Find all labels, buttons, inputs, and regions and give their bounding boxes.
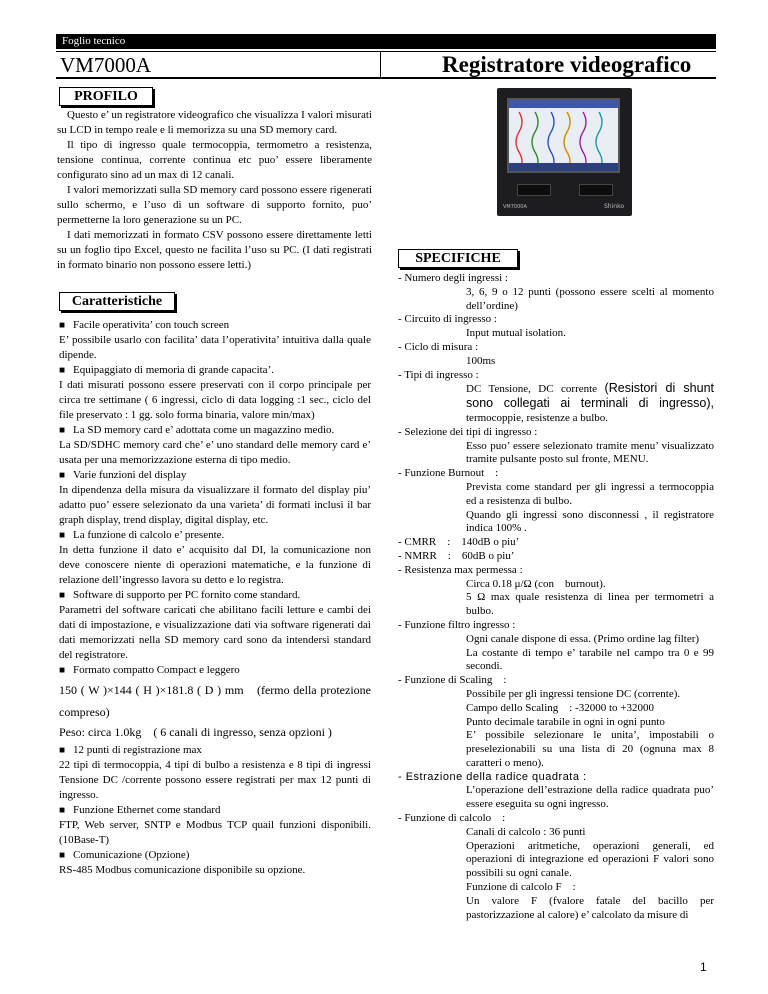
bullet-square-icon: ■ <box>59 590 66 601</box>
spec-value-part: termocoppie, resistenze a bulbo. <box>466 411 609 424</box>
trend-waves-graphic <box>509 100 618 171</box>
spec-value: 3, 6, 9 o 12 punti (possono essere scelti al momento dell’ordine) <box>466 285 714 312</box>
spec-value: Punto decimale tarabile in ogni in ogni punto <box>466 715 665 728</box>
feature-body: In dipendenza della misura da visualizzare il formato del display piu’ adatto puo’ essere selezionato da una varieta’ di formati inclusi il bar graph display, trend display, digital display, etc. <box>59 484 371 526</box>
spec-value-part: (Resistori di shunt sono collegati ai terminali di ingresso), <box>466 381 715 411</box>
feature-item <box>59 803 371 818</box>
bullet-square-icon: ■ <box>59 470 66 481</box>
device-brand-logo: Shinko <box>603 203 624 210</box>
bullet-square-icon: ■ <box>59 745 66 756</box>
left-sd-slot <box>517 184 551 196</box>
feature-item <box>59 423 371 438</box>
recorder-device-image <box>497 88 632 216</box>
spec-label: - NMRR : 60dB o piu’ <box>398 549 515 562</box>
spec-value: Prevista come standard per gli ingressi a termocoppia ed a resistenza di bulbo. <box>466 480 714 507</box>
right-sd-slot <box>579 184 613 196</box>
spec-label: - Tipi di ingresso : <box>398 368 479 381</box>
bullet-square-icon: ■ <box>59 320 66 331</box>
spec-label: - CMRR : 140dB o piu’ <box>398 536 520 549</box>
feature-title: La SD memory card e’ adottata come un magazzino medio. <box>73 424 335 436</box>
spec-value: La costante di tempo e’ tarabile nel campo tra 0 e 99 secondi. <box>466 646 714 673</box>
profilo-paragraph: I dati memorizzati in formato CSV possono essere direttamente letti su un foglio tipo Excel, questo ne facilita l’uso su PC. (I dati registrati in formato binario non possono essere letti.) <box>57 229 372 271</box>
spec-value: Un valore F (fvalore fatale del bacillo per pastorizzazione al calore) e’ calcolato da misure di <box>466 894 714 921</box>
feature-item <box>59 588 371 603</box>
feature-title: Funzione Ethernet come standard <box>73 804 221 816</box>
feature-item <box>59 468 371 483</box>
specifiche-heading <box>398 249 518 268</box>
screen-bottom-bar <box>509 163 618 171</box>
spec-value: Possibile per gli ingressi tensione DC (corrente). <box>466 687 681 700</box>
specifiche-heading-text: SPECIFICHE <box>415 251 501 266</box>
doc-type-bar <box>56 34 716 49</box>
bullet-square-icon: ■ <box>59 365 66 376</box>
spec-value: Operazioni aritmetiche, operazioni generali, ed operazioni di integrazione ed operazioni F valori sono possibili su ogni canale. <box>466 839 714 880</box>
feature-title: Comunicazione (Opzione) <box>73 849 190 861</box>
spec-value: L’operazione dell’estrazione della radice quadrata puo’ essere eseguita su ogni ingresso. <box>466 784 714 811</box>
model-name: VM7000A <box>60 53 152 77</box>
bullet-square-icon: ■ <box>59 805 66 816</box>
bullet-square-icon: ■ <box>59 530 66 541</box>
spec-value: Circa 0.18 μ/Ω (con burnout). <box>466 577 606 590</box>
page-number: 1 <box>700 960 707 974</box>
profilo-paragraph: Questo e’ un registratore videografico che visualizza I valori misurati su LCD in tempo reale e li memorizza su una SD memory card. <box>57 109 372 136</box>
bullet-square-icon: ■ <box>59 425 66 436</box>
spec-label: - Funzione di calcolo : <box>398 812 506 825</box>
feature-body: I dati misurati possono essere preservati con il corpo principale per circa tre settimane ( 6 ingressi, ciclo di data logging :1 sec., ciclo del file preservato : 1 gg. solo forma binaria, valore min/max) <box>59 379 371 421</box>
profilo-heading-text: PROFILO <box>74 89 138 104</box>
feature-body: FTP, Web server, SNTP e Modbus TCP quail funzioni disponibili. (10Base-T) <box>59 819 371 846</box>
spec-label: - Funzione di Scaling : <box>398 674 507 687</box>
spec-value: Esso puo’ essere selezionato tramite menu’ visualizzato tramite pulsante posto sul fronte, MENU. <box>466 439 714 466</box>
device-model-label: VM7000A <box>503 204 527 210</box>
spec-value: Input mutual isolation. <box>466 327 566 340</box>
spec-label: - Resistenza max permessa : <box>398 563 523 576</box>
profilo-paragraph: I valori memorizzati sulla SD memory card possono essere rigenerati sullo schermo, e l’uso di un software di supporto fornito, puo’ permetterne la loro generazione su un PC. <box>57 184 372 226</box>
feature-body: In detta funzione il dato e’ acquisito dal DI, la comunicazione non deve conoscere niente di operazioni matematiche, e la funzione di relazione dell’ingresso lavora su detto e lo registra. <box>59 544 371 586</box>
spec-value <box>398 382 714 425</box>
caratteristiche-heading-text: Caratteristiche <box>71 294 163 309</box>
caratteristiche-heading <box>59 292 175 311</box>
dimensions-text: 150 ( W )×144 ( H )×181.8 ( D ) mm (fermo della protezione compreso) <box>59 683 371 719</box>
spec-value: Canali di calcolo : 36 punti <box>466 825 586 838</box>
bullet-square-icon: ■ <box>59 665 66 676</box>
spec-label: - Funzione Burnout : <box>398 467 499 480</box>
feature-title: Software di supporto per PC fornito come standard. <box>73 589 301 601</box>
specifiche-list <box>398 272 714 922</box>
feature-title: 12 punti di registrazione max <box>73 744 202 756</box>
spec-value-part: DC Tensione, DC corrente <box>466 383 598 396</box>
spec-value: Ogni canale dispone di essa. (Primo ordine lag filter) <box>466 632 700 645</box>
spec-value: 5 Ω max quale resistenza di linea per termometri a bulbo. <box>466 591 714 618</box>
profilo-heading <box>59 87 153 106</box>
feature-body: E’ possibile usarlo con facilita’ data l’operativita’ intuitiva dalla quale dipende. <box>59 334 371 361</box>
feature-title: Varie funzioni del display <box>73 469 187 481</box>
feature-title: Facile operativita’ con touch screen <box>73 319 230 331</box>
product-name: Registratore videografico <box>442 52 692 77</box>
spec-label: - Selezione dei tipi di ingresso : <box>398 425 538 438</box>
title-divider <box>380 52 381 78</box>
caratteristiche-list <box>59 318 371 878</box>
feature-item <box>59 363 371 378</box>
feature-item <box>59 528 371 543</box>
bullet-square-icon: ■ <box>59 850 66 861</box>
spec-label: - Estrazione della radice quadrata : <box>398 770 587 783</box>
feature-item <box>59 663 371 678</box>
spec-label: - Circuito di ingresso : <box>398 313 497 326</box>
spec-value: 100ms <box>466 354 496 367</box>
feature-title: Formato compatto Compact e leggero <box>73 664 240 676</box>
spec-value: Campo dello Scaling : -32000 to +32000 <box>466 701 654 714</box>
doc-type-label: Foglio tecnico <box>62 35 126 47</box>
weight-text: Peso: circa 1.0kg ( 6 canali di ingresso, senza opzioni ) <box>59 725 332 739</box>
feature-item <box>59 848 371 863</box>
spec-label: - Numero degli ingressi : <box>398 272 508 284</box>
feature-body: 22 tipi di termocoppia, 4 tipi di bulbo a resistenza e 8 tipi di ingressi Tensione DC /corrente possono essere registrati per max 12 punti di ingresso. <box>59 759 371 801</box>
feature-body: RS-485 Modbus comunicazione disponibile su opzione. <box>59 864 306 876</box>
feature-title: La funzione di calcolo e’ presente. <box>73 529 225 541</box>
feature-body: La SD/SDHC memory card che’ e’ uno standard delle memory card e’ usata per una memorizzazione esterna di tipo medio. <box>59 439 371 466</box>
title-row <box>56 51 716 79</box>
spec-value: Quando gli ingressi sono disconnessi , il registratore indica 100% . <box>466 508 714 535</box>
profilo-paragraph: Il tipo di ingresso quale termocoppia, termometro a resistenza, tensione continua, corrente continua etc puo’ essere liberamente configurato sino ad un max di 12 canali. <box>57 139 372 181</box>
spec-value: Funzione di calcolo F : <box>466 881 576 894</box>
spec-label: - Funzione filtro ingresso : <box>398 618 516 631</box>
profilo-section <box>57 108 372 273</box>
feature-item <box>59 743 371 758</box>
feature-body: Parametri del software caricati che abilitano facili letture e cambi dei dati di impostazione, e visualizzazione dati via software rigenerati dai dati memorizzati nella SD memory card sono da intendersi standard del registratore. <box>59 604 371 661</box>
spec-label: - Ciclo di misura : <box>398 340 479 353</box>
spec-value: E’ possibile selezionare le unita’, impostabili o preselezionabili su una lista di 20 (ognuna max 8 caratteri o meno). <box>466 729 714 769</box>
feature-title: Equipaggiato di memoria di grande capacita’. <box>73 364 274 376</box>
device-screen <box>507 98 620 173</box>
feature-item <box>59 318 371 333</box>
